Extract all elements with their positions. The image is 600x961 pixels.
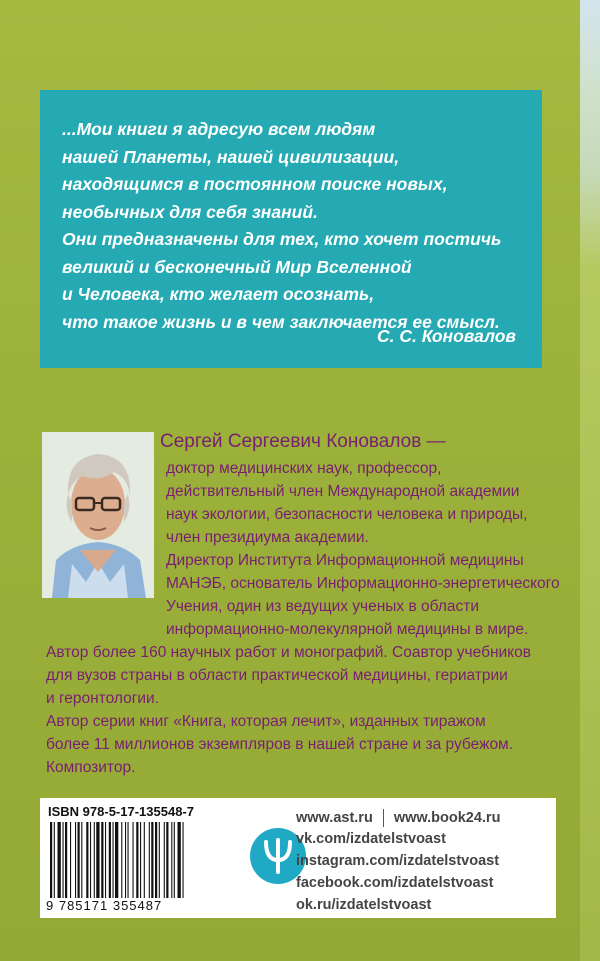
facebook-link[interactable]: facebook.com/izdatelstvoast xyxy=(296,875,494,891)
bio-line: Автор более 160 научных работ и монографий. Соавтор учебников xyxy=(46,644,531,661)
quote-line: великий и бесконечный Мир Вселенной xyxy=(62,256,412,277)
bio-line: доктор медицинских наук, профессор, xyxy=(166,460,442,477)
barcode xyxy=(48,822,236,902)
bio-line: Композитор. xyxy=(46,759,136,776)
quote-line: ...Мои книги я адресую всем людям xyxy=(62,119,376,139)
bio-line: Учения, один из ведущих ученых в области xyxy=(166,598,480,615)
quote-author: С. С. Коновалов xyxy=(377,326,516,346)
instagram-link[interactable]: instagram.com/izdatelstvoast xyxy=(296,853,500,869)
bio-line: МАНЭБ, основатель Информационно-энергетического xyxy=(166,575,560,592)
link-divider xyxy=(383,809,384,827)
vk-link[interactable]: vk.com/izdatelstvoast xyxy=(296,831,446,847)
bio-line: Директор Института Информационной медицины xyxy=(166,552,524,569)
quote-line: что такое жизнь и в чем заключается ее смысл. xyxy=(62,311,500,332)
quote-line: Они предназначены для тех, кто хочет постичь xyxy=(62,229,502,249)
bio-line: для вузов страны в области практической медицины, гериатрии xyxy=(46,667,508,684)
ok-link[interactable]: ok.ru/izdatelstvoast xyxy=(296,897,432,913)
bio-line: наук экологии, безопасности человека и природы, xyxy=(166,506,528,523)
imprint-panel xyxy=(40,798,556,918)
site-link[interactable]: www.book24.ru xyxy=(393,809,501,826)
quote-line: нашей Планеты, нашей цивилизации, xyxy=(62,146,400,167)
site-link[interactable]: www.ast.ru xyxy=(296,809,373,826)
bio-line: и геронтологии. xyxy=(46,690,160,707)
bio-name: Сергей Сергеевич Коновалов — xyxy=(160,431,446,452)
bio-line: действительный член Международной академии xyxy=(166,483,520,500)
quote-line: необычных для себя знаний. xyxy=(62,201,318,222)
bio-line: член президиума академии. xyxy=(166,529,369,546)
bio-line: более 11 миллионов экземпляров в нашей стране и за рубежом. xyxy=(46,736,514,753)
quote-line: находящимся в постоянном поиске новых, xyxy=(62,174,448,194)
quote-line: и Человека, кто желает осознать, xyxy=(62,284,375,304)
barcode-number: 9 785171 355487 xyxy=(46,898,163,913)
isbn-label: ISBN 978-5-17-135548-7 xyxy=(48,804,194,819)
bio-line: Автор серии книг «Книга, которая лечит», изданных тиражом xyxy=(46,713,486,730)
bio-line: информационно-молекулярной медицины в мире. xyxy=(166,621,529,638)
